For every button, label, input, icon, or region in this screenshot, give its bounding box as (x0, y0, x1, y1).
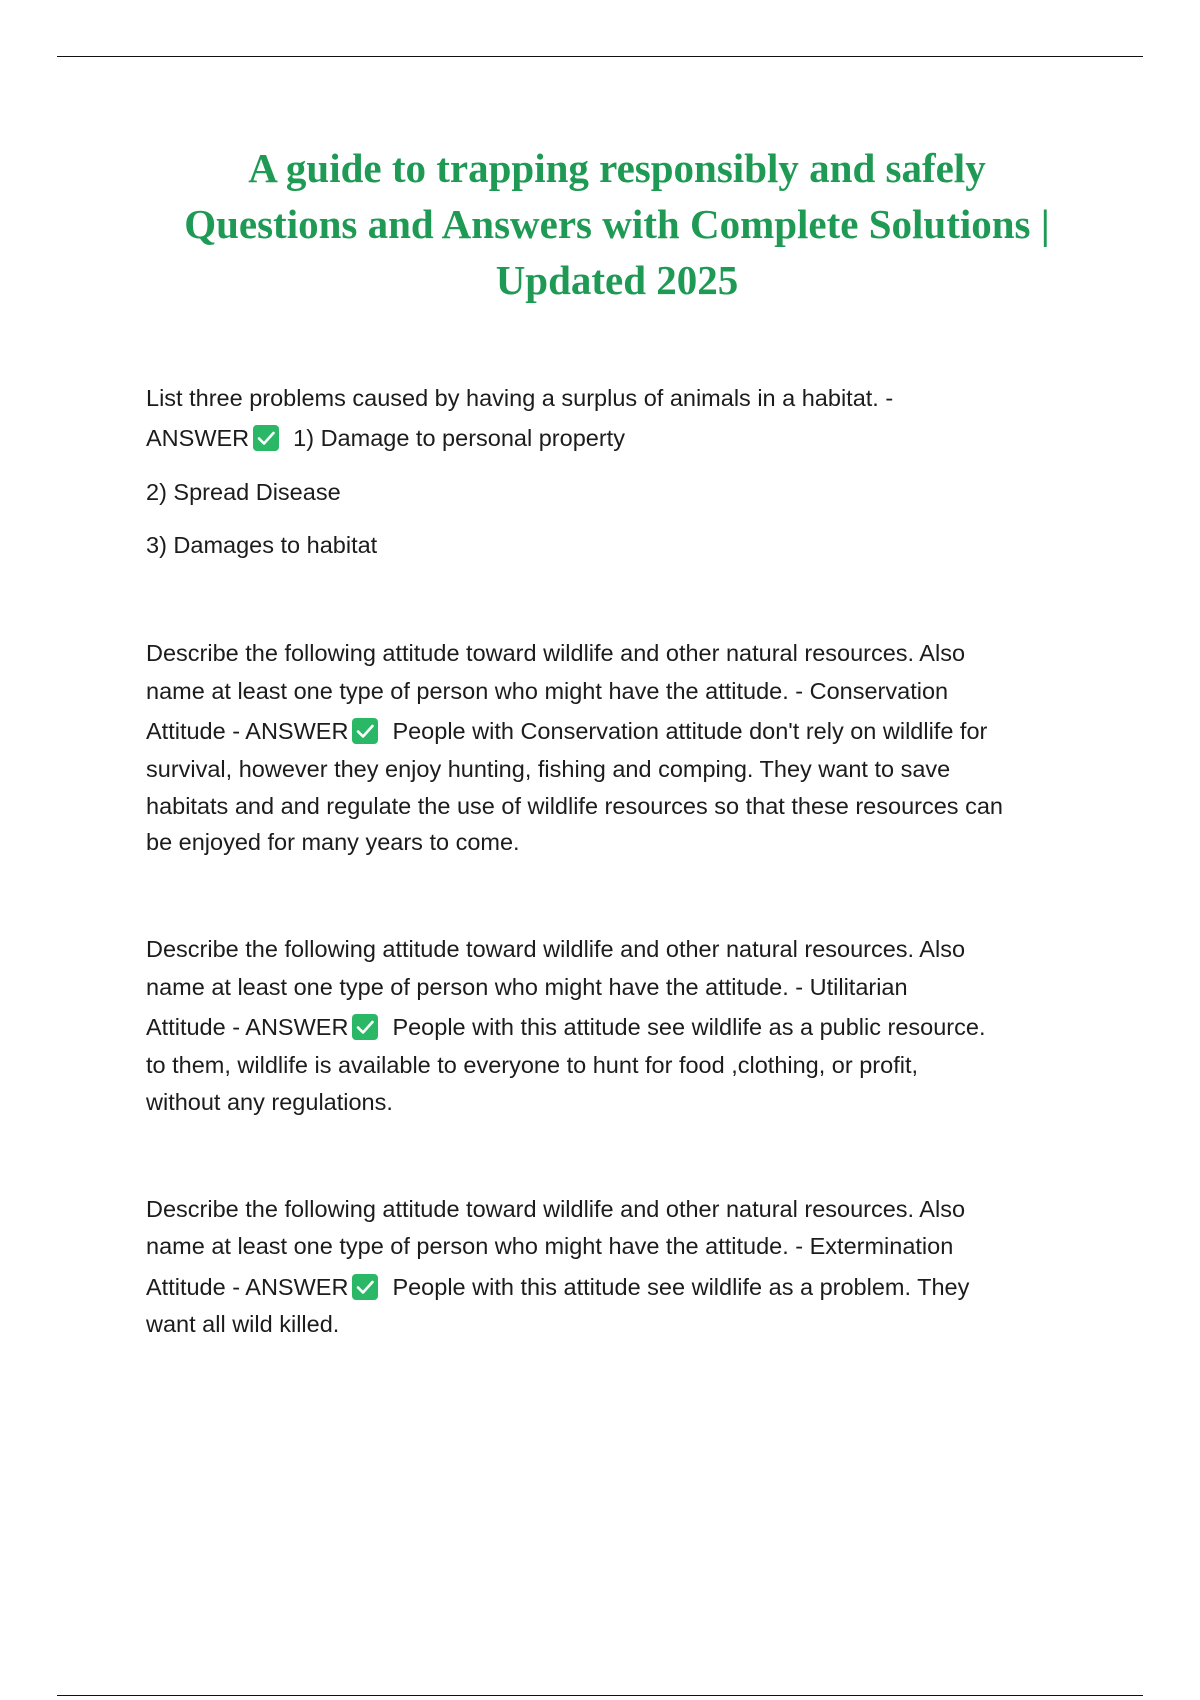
green-check-box-icon (352, 1274, 378, 1300)
question-4-line-2: name at least one type of person who might have the attitude. - Extermination (146, 1233, 954, 1259)
answer-1-line-3: 3) Damages to habitat (146, 532, 378, 558)
question-3-line-2: name at least one type of person who might have the attitude. - Utilitarian (146, 974, 908, 1000)
bottom-rule (57, 1695, 1143, 1696)
question-1-line-2 (146, 423, 625, 453)
answer-text: People with this attitude see wildlife as a public resource. (392, 1014, 986, 1040)
answer-label: ANSWER (146, 425, 250, 451)
answer-text: People with Conservation attitude don't rely on wildlife for (392, 718, 988, 744)
top-rule (57, 56, 1143, 57)
question-4-line-3 (146, 1272, 969, 1302)
answer-2-line-4: be enjoyed for many years to come. (146, 829, 520, 855)
question-2-line-3 (146, 716, 987, 746)
answer-text: 1) Damage to personal property (293, 425, 625, 451)
answer-label: Attitude - ANSWER (146, 1274, 349, 1300)
answer-label: Attitude - ANSWER (146, 718, 349, 744)
answer-3-line-2: to them, wildlife is available to everyone to hunt for food ,clothing, or profit, (146, 1052, 919, 1078)
answer-label: Attitude - ANSWER (146, 1014, 349, 1040)
title-line-2: Questions and Answers with Complete Solutions | (184, 201, 1050, 247)
answer-4-line-2: want all wild killed. (146, 1311, 340, 1337)
green-check-box-icon (253, 425, 279, 451)
answer-2-line-2: survival, however they enjoy hunting, fishing and comping. They want to save (146, 756, 951, 782)
answer-2-line-3: habitats and and regulate the use of wildlife resources so that these resources can (146, 793, 1003, 819)
green-check-box-icon (352, 718, 378, 744)
answer-1-line-2: 2) Spread Disease (146, 479, 341, 505)
question-2-line-2: name at least one type of person who might have the attitude. - Conservation (146, 678, 949, 704)
document-title (120, 140, 1114, 308)
question-3-line-1: Describe the following attitude toward wildlife and other natural resources. Also (146, 936, 966, 962)
answer-3-line-3: without any regulations. (146, 1089, 393, 1115)
green-check-box-icon (352, 1014, 378, 1040)
question-1-line-1: List three problems caused by having a surplus of animals in a habitat. - (146, 385, 894, 411)
title-line-3: Updated 2025 (495, 257, 739, 303)
question-3-line-3 (146, 1012, 985, 1042)
answer-text: People with this attitude see wildlife as a problem. They (392, 1274, 970, 1300)
question-2-line-1: Describe the following attitude toward wildlife and other natural resources. Also (146, 640, 966, 666)
question-4-line-1: Describe the following attitude toward wildlife and other natural resources. Also (146, 1196, 966, 1222)
title-line-1: A guide to trapping responsibly and safely (248, 145, 986, 191)
